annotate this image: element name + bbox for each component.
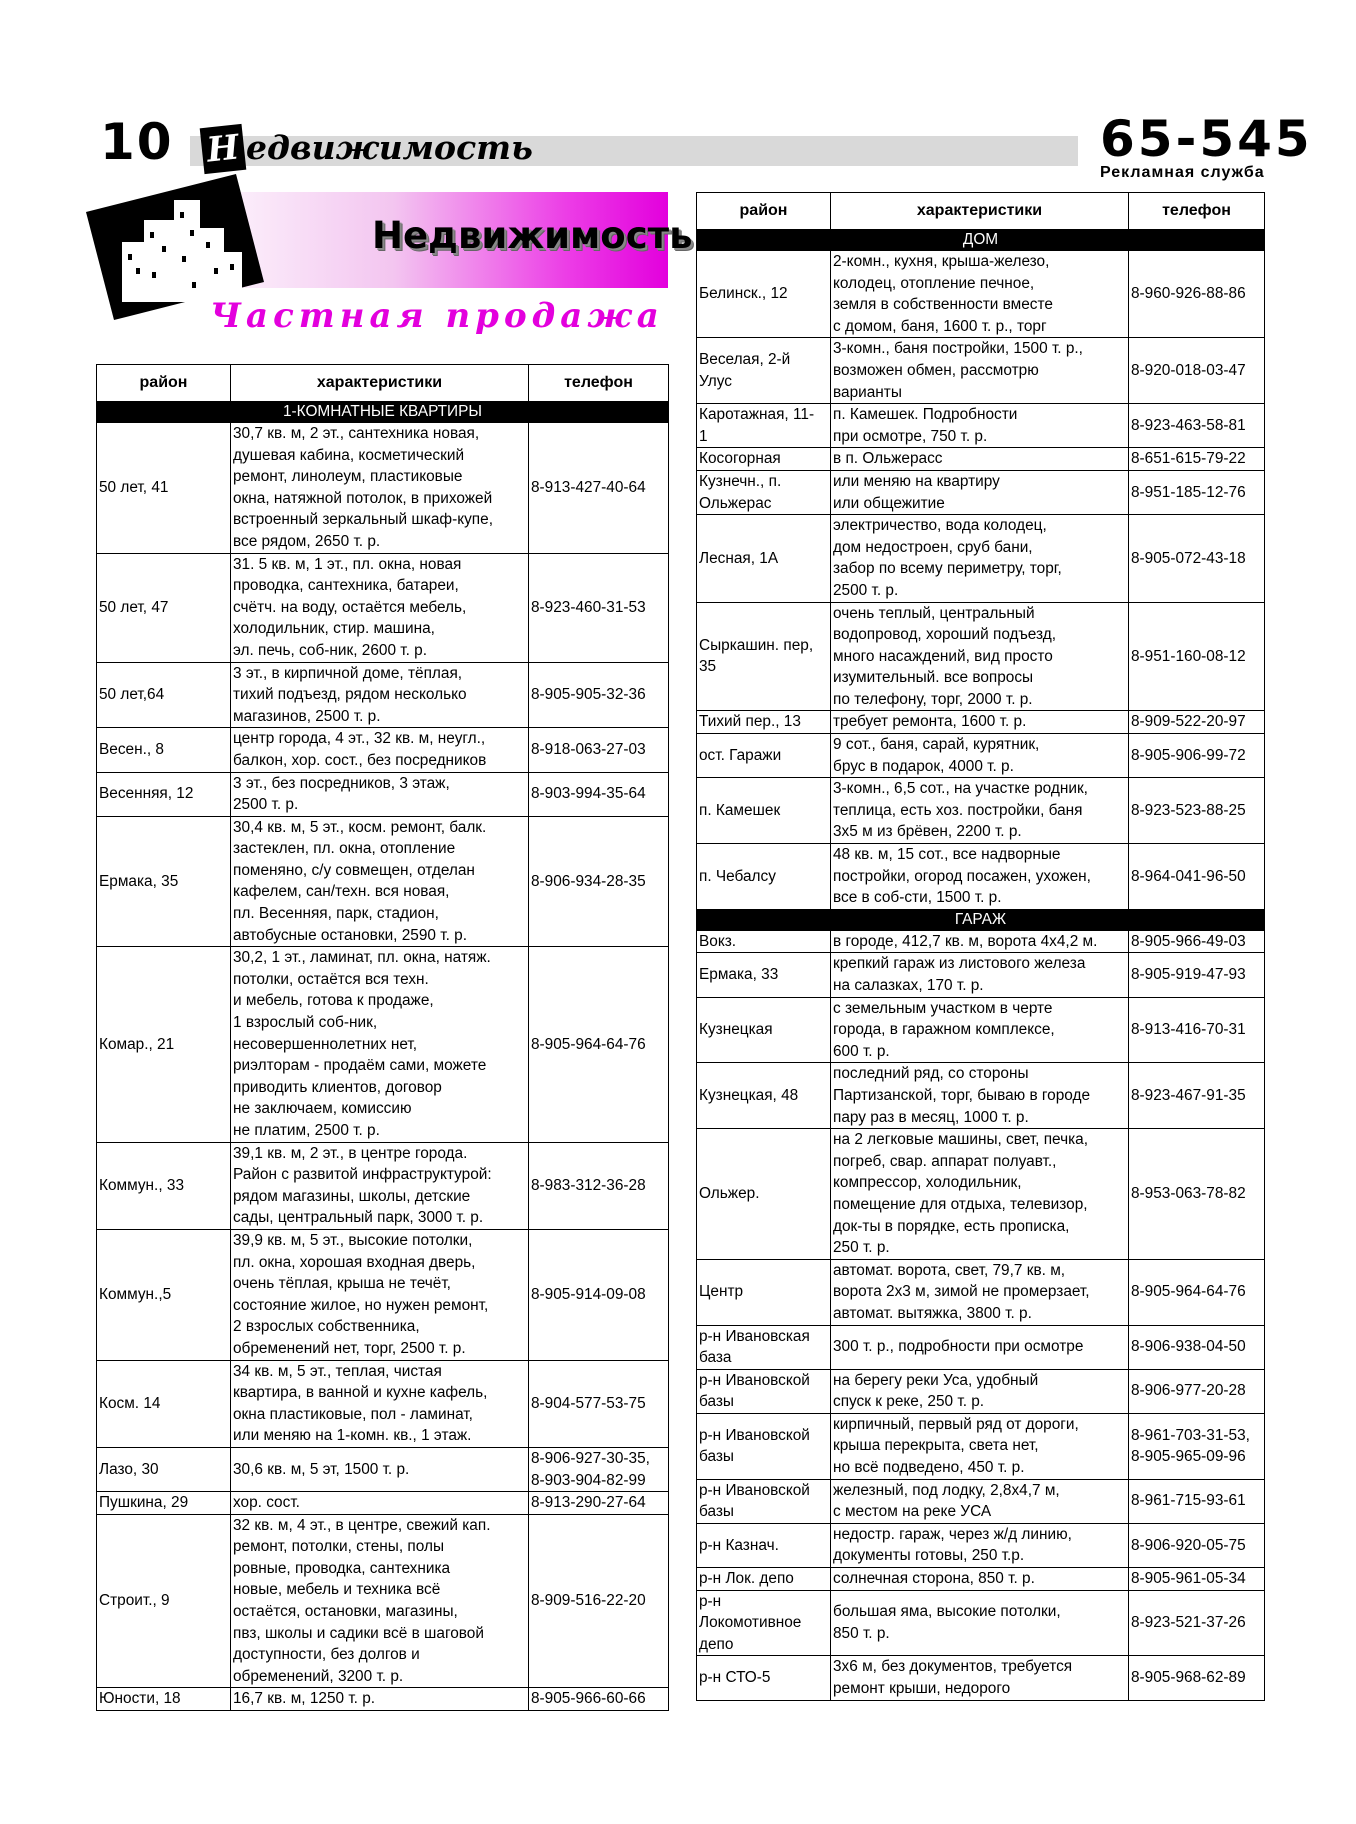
cell-district: Тихий пер., 13: [697, 711, 831, 734]
table-row: [697, 470, 1265, 514]
cell-district: Ермака, 33: [697, 953, 831, 997]
cell-phone: 8-905-961-05-34: [1129, 1568, 1265, 1591]
cell-district: п. Чебалсу: [697, 844, 831, 910]
section-title: ГАРАЖ: [697, 909, 1265, 930]
cell-details: 9 сот., баня, сарай, курятник, брус в подарок, 4000 т. р.: [831, 734, 1129, 778]
table-row: [697, 1479, 1265, 1523]
table-row: [97, 1688, 669, 1711]
cell-details: в п. Ольжерасс: [831, 448, 1129, 471]
table-row: [97, 1360, 669, 1447]
cell-district: Пушкина, 29: [97, 1492, 231, 1515]
cell-district: Лазо, 30: [97, 1447, 231, 1491]
table-row: [697, 404, 1265, 448]
cell-details: недостр. гараж, через ж/д линию, документы готовы, 250 т.р.: [831, 1523, 1129, 1567]
cell-details: 3 эт., в кирпичной доме, тёплая, тихий подъезд, рядом несколько магазинов, 2500 т. р.: [231, 662, 529, 728]
cell-district: Комар., 21: [97, 947, 231, 1142]
cell-district: Кузнецкая: [697, 997, 831, 1063]
table-row: [697, 1656, 1265, 1700]
cell-phone: 8-913-416-70-31: [1129, 997, 1265, 1063]
cell-district: 50 лет, 41: [97, 423, 231, 554]
cell-district: Косогорная: [697, 448, 831, 471]
cell-phone: 8-923-467-91-35: [1129, 1063, 1265, 1129]
cell-details: автомат. ворота, свет, 79,7 кв. м, ворота 2х3 м, зимой не промерзает, автомат. вытяжка, 3800 т. р.: [831, 1259, 1129, 1325]
cell-district: 50 лет, 47: [97, 553, 231, 662]
cell-details: 3-комн., баня постройки, 1500 т. р., возможен обмен, рассмотрю варианты: [831, 338, 1129, 404]
cell-phone: 8-960-926-88-86: [1129, 251, 1265, 338]
column-header-district: район: [697, 193, 831, 230]
cell-phone: 8-923-463-58-81: [1129, 404, 1265, 448]
cell-district: Кузнечн., п. Ольжерас: [697, 470, 831, 514]
cell-phone: 8-923-523-88-25: [1129, 778, 1265, 844]
column-header-details: характеристики: [831, 193, 1129, 230]
cell-phone: 8-913-427-40-64: [529, 423, 669, 554]
cell-phone: 8-651-615-79-22: [1129, 448, 1265, 471]
cell-district: 50 лет,64: [97, 662, 231, 728]
ad-service-caption: Рекламная служба: [1100, 164, 1265, 181]
cell-phone: 8-905-914-09-08: [529, 1229, 669, 1360]
page-number: 10: [100, 113, 174, 171]
column-header-phone: телефон: [1129, 193, 1265, 230]
table-row: [697, 1523, 1265, 1567]
cell-details: 300 т. р., подробности при осмотре: [831, 1325, 1129, 1369]
cell-district: Коммун.,5: [97, 1229, 231, 1360]
cell-details: кирпичный, первый ряд от дороги, крыша перекрыта, света нет, но всё подведено, 450 т. р.: [831, 1413, 1129, 1479]
listings-table-left: [96, 364, 669, 1711]
listings-table-right: [696, 192, 1265, 1701]
cell-phone: 8-905-964-64-76: [529, 947, 669, 1142]
table-row: [97, 772, 669, 816]
cell-phone: 8-905-919-47-93: [1129, 953, 1265, 997]
cell-district: Кузнецкая, 48: [697, 1063, 831, 1129]
cell-phone: 8-906-977-20-28: [1129, 1369, 1265, 1413]
cell-district: Центр: [697, 1259, 831, 1325]
table-row: [697, 448, 1265, 471]
cell-phone: 8-923-521-37-26: [1129, 1590, 1265, 1656]
table-row: [697, 778, 1265, 844]
cell-details: крепкий гараж из листового железа на салазках, 170 т. р.: [831, 953, 1129, 997]
cell-district: р-н СТО-5: [697, 1656, 831, 1700]
cell-district: р-н Казнач.: [697, 1523, 831, 1567]
table-row: [97, 662, 669, 728]
cell-details: центр города, 4 эт., 32 кв. м, неугл., балкон, хор. сост., без посредников: [231, 728, 529, 772]
cell-phone: 8-905-072-43-18: [1129, 515, 1265, 602]
cell-phone: 8-905-966-49-03: [1129, 930, 1265, 953]
cell-details: 3х6 м, без документов, требуется ремонт крыши, недорого: [831, 1656, 1129, 1700]
table-row: [697, 602, 1265, 711]
section-title: 1-КОМНАТНЫЕ КВАРТИРЫ: [97, 402, 669, 423]
table-row: [697, 1413, 1265, 1479]
cell-phone: 8-953-063-78-82: [1129, 1129, 1265, 1260]
table-row: [697, 1568, 1265, 1591]
table-row: [697, 1259, 1265, 1325]
cell-district: Весенняя, 12: [97, 772, 231, 816]
cell-district: Коммун., 33: [97, 1142, 231, 1229]
section-initial-badge: [200, 124, 247, 174]
cell-details: требует ремонта, 1600 т. р.: [831, 711, 1129, 734]
column-header-phone: телефон: [529, 365, 669, 402]
cell-details: 3 эт., без посредников, 3 этаж, 2500 т. р.: [231, 772, 529, 816]
cell-details: хор. сост.: [231, 1492, 529, 1515]
cell-details: последний ряд, со стороны Партизанской, торг, бываю в городе пару раз в месяц, 1000 т. р.: [831, 1063, 1129, 1129]
table-row: [97, 816, 669, 947]
cell-phone: 8-913-290-27-64: [529, 1492, 669, 1515]
table-row: [697, 251, 1265, 338]
cell-phone: 8-920-018-03-47: [1129, 338, 1265, 404]
cell-details: электричество, вода колодец, дом недостроен, сруб бани, забор по всему периметру, торг, 2500 т. р.: [831, 515, 1129, 602]
column-header-details: характеристики: [231, 365, 529, 402]
cell-phone: 8-951-185-12-76: [1129, 470, 1265, 514]
table-row: [697, 1325, 1265, 1369]
cell-phone: 8-909-516-22-20: [529, 1514, 669, 1688]
cell-details: 30,6 кв. м, 5 эт, 1500 т. р.: [231, 1447, 529, 1491]
cell-district: р-н Локомотивное депо: [697, 1590, 831, 1656]
cell-details: на берегу реки Уса, удобный спуск к реке, 250 т. р.: [831, 1369, 1129, 1413]
cell-phone: 8-909-522-20-97: [1129, 711, 1265, 734]
cell-phone: 8-905-968-62-89: [1129, 1656, 1265, 1700]
cell-district: ост. Гаражи: [697, 734, 831, 778]
section-initial: Н: [204, 127, 242, 171]
cell-phone: 8-923-460-31-53: [529, 553, 669, 662]
cell-phone: 8-906-920-05-75: [1129, 1523, 1265, 1567]
cell-district: Косм. 14: [97, 1360, 231, 1447]
cell-details: п. Камешек. Подробности при осмотре, 750 т. р.: [831, 404, 1129, 448]
banner-subtitle: Частная продажа: [210, 296, 664, 336]
table-row: [97, 553, 669, 662]
table-row: [697, 515, 1265, 602]
table-row: [697, 930, 1265, 953]
ad-service-phone: 65-545: [1100, 110, 1313, 168]
cell-phone: 8-961-715-93-61: [1129, 1479, 1265, 1523]
cell-district: Лесная, 1А: [697, 515, 831, 602]
cell-phone: 8-918-063-27-03: [529, 728, 669, 772]
cell-phone: 8-964-041-96-50: [1129, 844, 1265, 910]
cell-district: п. Камешек: [697, 778, 831, 844]
cell-district: Весен., 8: [97, 728, 231, 772]
table-row: [697, 1063, 1265, 1129]
cell-district: Белинск., 12: [697, 251, 831, 338]
table-header-row: [697, 193, 1265, 230]
cell-phone: 8-906-934-28-35: [529, 816, 669, 947]
table-row: [97, 728, 669, 772]
cell-phone: 8-961-703-31-53, 8-905-965-09-96: [1129, 1413, 1265, 1479]
cell-district: р-н Лок. депо: [697, 1568, 831, 1591]
banner-title: Недвижимость: [372, 214, 693, 257]
cell-district: Ольжер.: [697, 1129, 831, 1260]
table-row: [697, 1590, 1265, 1656]
cell-phone: 8-905-966-60-66: [529, 1688, 669, 1711]
cell-details: 32 кв. м, 4 эт., в центре, свежий кап. ремонт, потолки, стены, полы ровные, проводка, сантехника новые, мебель и техника всё остаётся, остановки, магазины, пвз, школы и садики всё в шаговой доступности, без долгов и обременений, 3200 т. р.: [231, 1514, 529, 1688]
table-row: [97, 1492, 669, 1515]
table-row: [697, 953, 1265, 997]
cell-district: Строит., 9: [97, 1514, 231, 1688]
cell-phone: 8-983-312-36-28: [529, 1142, 669, 1229]
cell-details: 3-комн., 6,5 сот., на участке родник, теплица, есть хоз. постройки, баня 3х5 м из брёвен, 2200 т. р.: [831, 778, 1129, 844]
table-row: [97, 1514, 669, 1688]
cell-phone: 8-905-905-32-36: [529, 662, 669, 728]
cell-district: Сыркашин. пер, 35: [697, 602, 831, 711]
table-row: [697, 844, 1265, 910]
cell-details: очень теплый, центральный водопровод, хороший подъезд, много насаждений, вид просто изумительный. все вопросы по телефону, торг, 2000 т. р.: [831, 602, 1129, 711]
cell-details: 34 кв. м, 5 эт., теплая, чистая квартира, в ванной и кухне кафель, окна пластиковые, пол - ламинат, или меняю на 1-комн. кв., 1 этаж.: [231, 1360, 529, 1447]
cell-district: Каротажная, 11- 1: [697, 404, 831, 448]
cell-details: 31. 5 кв. м, 1 эт., пл. окна, новая проводка, сантехника, батареи, счётч. на воду, остаётся мебель, холодильник, стир. машина, эл. печь, соб-ник, 2600 т. р.: [231, 553, 529, 662]
cell-details: с земельным участком в черте города, в гаражном комплексе, 600 т. р.: [831, 997, 1129, 1063]
table-row: [97, 1229, 669, 1360]
cell-phone: 8-903-994-35-64: [529, 772, 669, 816]
table-row: [97, 1447, 669, 1491]
cell-district: Веселая, 2-й Улус: [697, 338, 831, 404]
cell-phone: 8-905-964-64-76: [1129, 1259, 1265, 1325]
section-header-row: [97, 402, 669, 423]
cell-phone: 8-904-577-53-75: [529, 1360, 669, 1447]
cell-district: р-н Ивановской базы: [697, 1369, 831, 1413]
table-row: [697, 1369, 1265, 1413]
cell-details: железный, под лодку, 2,8х4,7 м, с местом на реке УСА: [831, 1479, 1129, 1523]
cell-details: 39,1 кв. м, 2 эт., в центре города. Район с развитой инфраструктурой: рядом магазины, школы, детские сады, центральный парк, 3000 т. р.: [231, 1142, 529, 1229]
cell-details: 2-комн., кухня, крыша-железо, колодец, отопление печное, земля в собственности вместе с домом, баня, 1600 т. р., торг: [831, 251, 1129, 338]
cell-details: на 2 легковые машины, свет, печка, погреб, свар. аппарат полуавт., компрессор, холодильник, помещение для отдыха, телевизор, док-ты в порядке, есть прописка, 250 т. р.: [831, 1129, 1129, 1260]
section-header-row: [697, 909, 1265, 930]
table-row: [697, 997, 1265, 1063]
cell-details: 16,7 кв. м, 1250 т. р.: [231, 1688, 529, 1711]
cell-district: Ермака, 35: [97, 816, 231, 947]
section-title: ДОМ: [697, 230, 1265, 251]
table-row: [97, 1142, 669, 1229]
cell-phone: 8-905-906-99-72: [1129, 734, 1265, 778]
table-row: [697, 1129, 1265, 1260]
cell-details: 30,7 кв. м, 2 эт., сантехника новая, душевая кабина, косметический ремонт, линолеум, пластиковые окна, натяжной потолок, в прихожей встроенный зеркальный шкаф-купе, все рядом, 2650 т. р.: [231, 423, 529, 554]
cell-district: Вокз.: [697, 930, 831, 953]
table-row: [697, 734, 1265, 778]
section-title: едвижимость: [246, 128, 533, 167]
table-row: [97, 423, 669, 554]
cell-details: или меняю на квартиру или общежитие: [831, 470, 1129, 514]
cell-details: большая яма, высокие потолки, 850 т. р.: [831, 1590, 1129, 1656]
cell-district: р-н Ивановская база: [697, 1325, 831, 1369]
column-header-district: район: [97, 365, 231, 402]
section-header-row: [697, 230, 1265, 251]
cell-details: 30,2, 1 эт., ламинат, пл. окна, натяж. потолки, остаётся вся техн. и мебель, готова к продаже, 1 взрослый соб-ник, несовершеннолетних нет, риэлторам - продаём сами, можете приводить клиентов, договор не заключаем, комиссию не платим, 2500 т. р.: [231, 947, 529, 1142]
cell-details: солнечная сторона, 850 т. р.: [831, 1568, 1129, 1591]
cell-phone: 8-906-927-30-35, 8-903-904-82-99: [529, 1447, 669, 1491]
cell-district: р-н Ивановской базы: [697, 1479, 831, 1523]
table-row: [97, 947, 669, 1142]
cell-district: Юности, 18: [97, 1688, 231, 1711]
table-row: [697, 338, 1265, 404]
cell-details: 39,9 кв. м, 5 эт., высокие потолки, пл. окна, хорошая входная дверь, очень тёплая, крыша не течёт, состояние жилое, но нужен ремонт, 2 взрослых собственника, обременений нет, торг, 2500 т. р.: [231, 1229, 529, 1360]
table-row: [697, 711, 1265, 734]
table-header-row: [97, 365, 669, 402]
cell-district: р-н Ивановской базы: [697, 1413, 831, 1479]
cell-details: в городе, 412,7 кв. м, ворота 4х4,2 м.: [831, 930, 1129, 953]
cell-phone: 8-951-160-08-12: [1129, 602, 1265, 711]
cell-details: 48 кв. м, 15 сот., все надворные постройки, огород посажен, ухожен, все в соб-сти, 1500 т. р.: [831, 844, 1129, 910]
cell-phone: 8-906-938-04-50: [1129, 1325, 1265, 1369]
cell-details: 30,4 кв. м, 5 эт., косм. ремонт, балк. застеклен, пл. окна, отопление поменяно, с/у совмещен, отделан кафелем, сан/техн. вся новая, пл. Весенняя, парк, стадион, автобусные остановки, 2590 т. р.: [231, 816, 529, 947]
